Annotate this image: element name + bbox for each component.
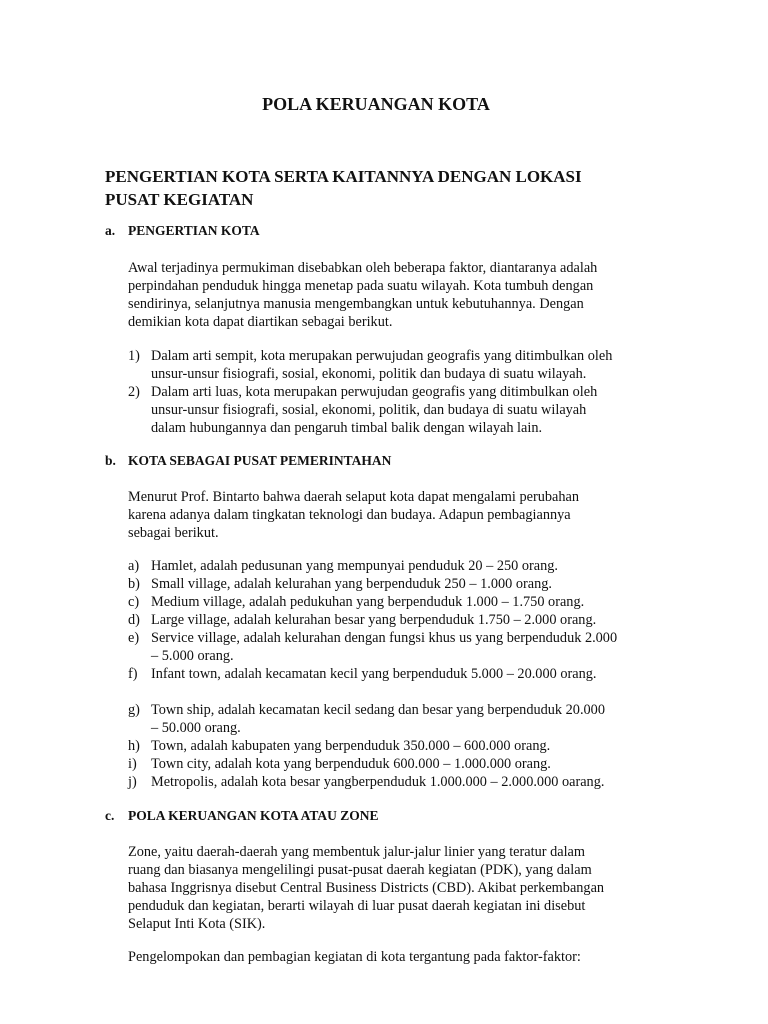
list-item-text: – 50.000 orang.	[151, 720, 241, 736]
main-heading	[105, 165, 665, 211]
list-item-text: Small village, adalah kelurahan yang berpenduduk 250 – 1.000 orang.	[151, 576, 552, 592]
list-item	[128, 347, 658, 383]
list-item-text: Town, adalah kabupaten yang berpenduduk 350.000 – 600.000 orang.	[151, 738, 551, 754]
list-item-text: – 5.000 orang.	[151, 648, 234, 664]
paragraph-line: Selaput Inti Kota (SIK).	[128, 916, 266, 932]
list-item	[128, 557, 658, 575]
list-item	[128, 629, 658, 665]
list-item-text: Medium village, adalah pedukuhan yang berpenduduk 1.000 – 1.750 orang.	[151, 594, 585, 610]
list-item-text: Hamlet, adalah pedusunan yang mempunyai penduduk 20 – 250 orang.	[151, 558, 558, 574]
section-b-heading	[105, 452, 391, 470]
paragraph-line: Menurut Prof. Bintarto bahwa daerah selaput kota dapat mengalami perubahan	[128, 489, 579, 505]
list-item-label: e)	[128, 630, 140, 646]
paragraph-line: perpindahan penduduk hingga menetap pada suatu wilayah. Kota tumbuh dengan	[128, 278, 594, 294]
list-item-label: 2)	[128, 384, 140, 400]
section-b-list-2	[128, 701, 658, 791]
list-item-text: dalam hubungannya dan pengaruh timbal balik dengan wilayah lain.	[151, 420, 543, 436]
section-b-letter: b.	[105, 453, 116, 468]
list-item	[128, 701, 658, 737]
list-item	[128, 755, 658, 773]
paragraph-line: demikian kota dapat diartikan sebagai berikut.	[128, 314, 393, 330]
list-item-text: Service village, adalah kelurahan dengan fungsi khus us yang berpenduduk 2.000	[151, 630, 618, 646]
list-item-text: unsur-unsur fisiografi, sosial, ekonomi, politik, dan budaya di suatu wilayah	[151, 402, 587, 418]
main-heading-line-2: PUSAT KEGIATAN	[105, 190, 254, 209]
section-a-paragraph	[128, 259, 658, 331]
paragraph-line: sendirinya, selanjutnya manusia mengembangkan untuk kebutuhannya. Dengan	[128, 296, 584, 312]
list-item-label: g)	[128, 702, 140, 718]
list-item	[128, 575, 658, 593]
section-a-heading	[105, 222, 260, 240]
list-item-text: Infant town, adalah kecamatan kecil yang berpenduduk 5.000 – 20.000 orang.	[151, 666, 597, 682]
paragraph-line: Zone, yaitu daerah-daerah yang membentuk jalur-jalur linier yang teratur dalam	[128, 844, 586, 860]
section-b-title: KOTA SEBAGAI PUSAT PEMERINTAHAN	[128, 453, 392, 468]
list-item-label: b)	[128, 576, 140, 592]
paragraph-line: bahasa Inggrisnya disebut Central Business Districts (CBD). Akibat perkembangan	[128, 880, 605, 896]
list-item-label: f)	[128, 666, 138, 682]
paragraph-line: penduduk dan kegiatan, berarti wilayah di luar pusat daerah kegiatan ini disebut	[128, 898, 586, 914]
section-b-paragraph	[128, 488, 658, 542]
paragraph-line: Awal terjadinya permukiman disebabkan oleh beberapa faktor, diantaranya adalah	[128, 260, 598, 276]
list-item-label: c)	[128, 594, 140, 610]
paragraph-line: karena adanya dalam tingkatan teknologi dan budaya. Adapun pembagiannya	[128, 507, 571, 523]
list-item-text: Metropolis, adalah kota besar yangberpenduduk 1.000.000 – 2.000.000 oarang.	[151, 774, 605, 790]
list-item-label: a)	[128, 558, 140, 574]
list-item-text: Dalam arti sempit, kota merupakan perwujudan geografis yang ditimbulkan oleh	[151, 348, 613, 364]
section-a-list	[128, 347, 658, 437]
list-item-label: d)	[128, 612, 140, 628]
list-item-text: Dalam arti luas, kota merupakan perwujudan geografis yang ditimbulkan oleh	[151, 384, 598, 400]
list-item-label: 1)	[128, 348, 140, 364]
list-item-text: Town ship, adalah kecamatan kecil sedang dan besar yang berpenduduk 20.000	[151, 702, 605, 718]
page-title: POLA KERUANGAN KOTA	[262, 94, 490, 114]
section-c-paragraph	[128, 843, 658, 933]
paragraph-line: Pengelompokan dan pembagian kegiatan di kota tergantung pada faktor-faktor:	[128, 949, 581, 965]
list-item-label: i)	[128, 756, 137, 772]
list-item	[128, 383, 658, 437]
paragraph-line: sebagai berikut.	[128, 525, 219, 541]
list-item	[128, 665, 658, 683]
main-heading-line-1: PENGERTIAN KOTA SERTA KAITANNYA DENGAN LOKASI	[105, 167, 582, 186]
section-b-list-1	[128, 557, 658, 683]
list-item	[128, 611, 658, 629]
list-item-text: Town city, adalah kota yang berpenduduk 600.000 – 1.000.000 orang.	[151, 756, 551, 772]
section-c-heading	[105, 807, 379, 825]
list-item-text: unsur-unsur fisiografi, sosial, ekonomi, politik dan budaya di suatu wilayah.	[151, 366, 587, 382]
list-item-text: Large village, adalah kelurahan besar yang berpenduduk 1.750 – 2.000 orang.	[151, 612, 597, 628]
paragraph-line: ruang dan biasanya mengelilingi pusat-pusat daerah kegiatan (PDK), yang dalam	[128, 862, 592, 878]
section-c-title: POLA KERUANGAN KOTA ATAU ZONE	[128, 808, 379, 823]
section-c-letter: c.	[105, 808, 115, 823]
list-item-label: j)	[128, 774, 137, 790]
list-item	[128, 737, 658, 755]
list-item	[128, 593, 658, 611]
section-a-letter: a.	[105, 223, 116, 238]
list-item-label: h)	[128, 738, 140, 754]
section-c-paragraph-2	[128, 948, 658, 966]
list-item	[128, 773, 658, 791]
section-a-title: PENGERTIAN KOTA	[128, 223, 260, 238]
